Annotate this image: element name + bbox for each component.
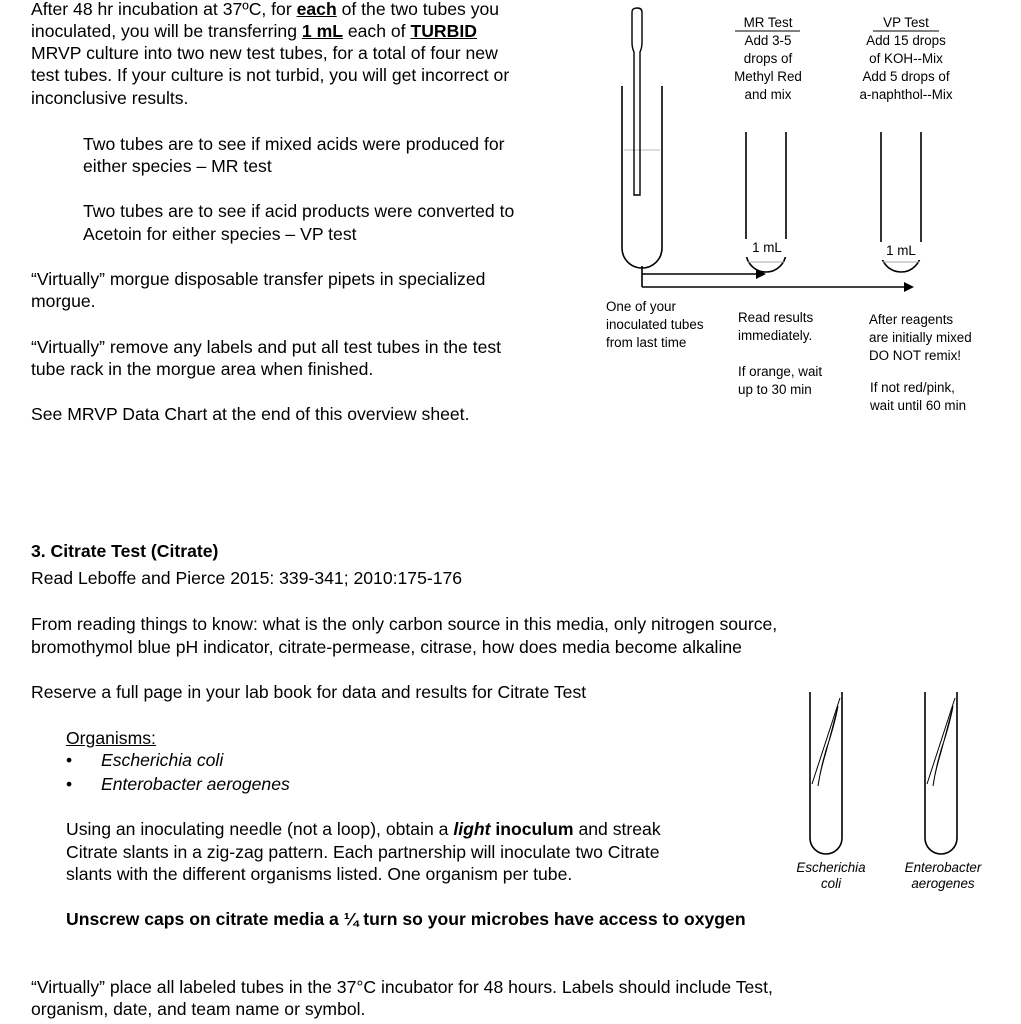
mr-step-line-2: drops of: [743, 51, 793, 66]
using-line-1: [66, 818, 661, 841]
bullet-icon: •: [66, 750, 73, 770]
intro-line-5: inconclusive results.: [31, 88, 189, 108]
vp-after-line-1: After reagents: [869, 312, 954, 327]
citrate-know-line-2: bromothymol blue pH indicator, citrate-permease, citrase, how does media become alkaline: [31, 637, 742, 657]
ecoli-tube-label-1: Escherichia: [796, 860, 866, 875]
citrate-heading: 3. Citrate Test (Citrate): [31, 541, 219, 561]
intro-text: inoculated, you will be transferring: [31, 21, 302, 41]
mr-paragraph-line-1: Two tubes are to see if mixed acids were produced for: [83, 134, 505, 154]
citrate-know-line-1: From reading things to know: what is the only carbon source in this media, only nitrogen source,: [31, 614, 778, 634]
source-tube-caption-3: from last time: [606, 335, 687, 350]
morgue-pipets-line-1: “Virtually” morgue disposable transfer pipets in specialized: [31, 269, 486, 289]
mr-test-title: MR Test: [743, 15, 793, 30]
vp-paragraph-line-2: Acetoin for either species – VP test: [83, 224, 357, 244]
intro-line-3: MRVP culture into two new test tubes, for a total of four new: [31, 43, 498, 63]
enterobacter-slant-streak-icon: [933, 706, 953, 786]
vp-step-line-2: of KOH--Mix: [869, 51, 943, 66]
organism-item: Escherichia coli: [101, 750, 224, 770]
mr-wait-line-2: up to 30 min: [738, 382, 812, 397]
using-line-3: slants with the different organisms listed. One organism per tube.: [66, 864, 573, 884]
citrate-reserve: Reserve a full page in your lab book for data and results for Citrate Test: [31, 682, 587, 702]
enterobacter-slant-tube-icon: [925, 692, 957, 854]
vp-paragraph-line-1: Two tubes are to see if acid products were converted to: [83, 201, 515, 221]
enterobacter-slant-surface: [927, 698, 955, 784]
bullet-icon: •: [66, 774, 73, 794]
enterobacter-tube-label-1: Enterobacter: [904, 860, 982, 875]
emphasis-light: light: [453, 819, 491, 839]
emphasis-inoculum: inoculum: [490, 819, 574, 839]
intro-line-4: test tubes. If your culture is not turbid, you will get incorrect or: [31, 65, 510, 85]
mr-read-line-1: Read results: [738, 310, 814, 325]
vp-wait-line-2: wait until 60 min: [870, 398, 967, 413]
ecoli-tube-label-2: coli: [820, 876, 842, 891]
intro-text: After 48 hr incubation at 37ºC, for: [31, 0, 297, 19]
arrowhead-mr-icon: [756, 269, 766, 279]
remove-labels-line-2: tube rack in the morgue area when finished.: [31, 359, 374, 379]
vp-step-line-1: Add 15 drops: [866, 33, 946, 48]
incubator-line-1: “Virtually” place all labeled tubes in the 37°C incubator for 48 hours. Labels should include Test,: [31, 977, 773, 997]
incubator-line-2: organism, date, and team name or symbol.: [31, 999, 366, 1019]
organism-item: Enterobacter aerogenes: [101, 774, 290, 794]
emphasis-turbid: TURBID: [410, 21, 477, 41]
unscrew-caps-note: Unscrew caps on citrate media a ¼ turn so your microbes have access to oxygen: [66, 909, 746, 929]
ecoli-slant-tube-icon: [810, 692, 842, 854]
emphasis-1ml: 1 mL: [301, 21, 343, 41]
see-chart-line: See MRVP Data Chart at the end of this overview sheet.: [31, 404, 470, 424]
mr-step-line-3: Methyl Red: [734, 69, 802, 84]
vp-test-title: VP Test: [883, 15, 929, 30]
mr-step-line-1: Add 3-5: [744, 33, 792, 48]
arrowhead-vp-icon: [904, 282, 914, 292]
mr-paragraph-line-2: either species – MR test: [83, 156, 272, 176]
mr-step-line-4: and mix: [744, 87, 792, 102]
using-text: and streak: [573, 819, 661, 839]
using-line-2: Citrate slants in a zig-zag pattern. Each partnership will inoculate two Citrate: [66, 842, 660, 862]
organisms-label: Organisms:: [66, 728, 156, 748]
source-tube-caption-1: One of your: [606, 299, 676, 314]
vp-step-line-4: a-naphthol--Mix: [859, 87, 953, 102]
vp-step-line-3: Add 5 drops of: [862, 69, 950, 84]
vp-after-line-2: are initially mixed: [869, 330, 972, 345]
transfer-pipette-icon: [632, 8, 642, 195]
mr-volume-label: 1 mL: [742, 239, 792, 257]
citrate-reading: Read Leboffe and Pierce 2015: 339-341; 2010:175-176: [31, 568, 463, 588]
intro-text: of the two tubes you: [336, 0, 500, 19]
mr-read-line-2: immediately.: [738, 328, 813, 343]
vp-volume-label: 1 mL: [876, 242, 926, 260]
source-tube-caption-2: inoculated tubes: [606, 317, 704, 332]
mr-wait-line-1: If orange, wait: [738, 364, 823, 379]
vp-after-line-3: DO NOT remix!: [869, 348, 962, 363]
intro-text: each of: [342, 21, 411, 41]
emphasis-each: each: [296, 0, 337, 19]
enterobacter-tube-label-2: aerogenes: [911, 876, 975, 891]
source-tube-icon: [622, 86, 662, 268]
morgue-pipets-line-2: morgue.: [31, 291, 96, 311]
using-text: Using an inoculating needle (not a loop), obtain a: [66, 819, 454, 839]
remove-labels-line-1: “Virtually” remove any labels and put all test tubes in the test: [31, 337, 502, 357]
ecoli-slant-streak-icon: [818, 706, 838, 786]
ecoli-slant-surface: [812, 698, 840, 784]
vp-wait-line-1: If not red/pink,: [870, 380, 955, 395]
